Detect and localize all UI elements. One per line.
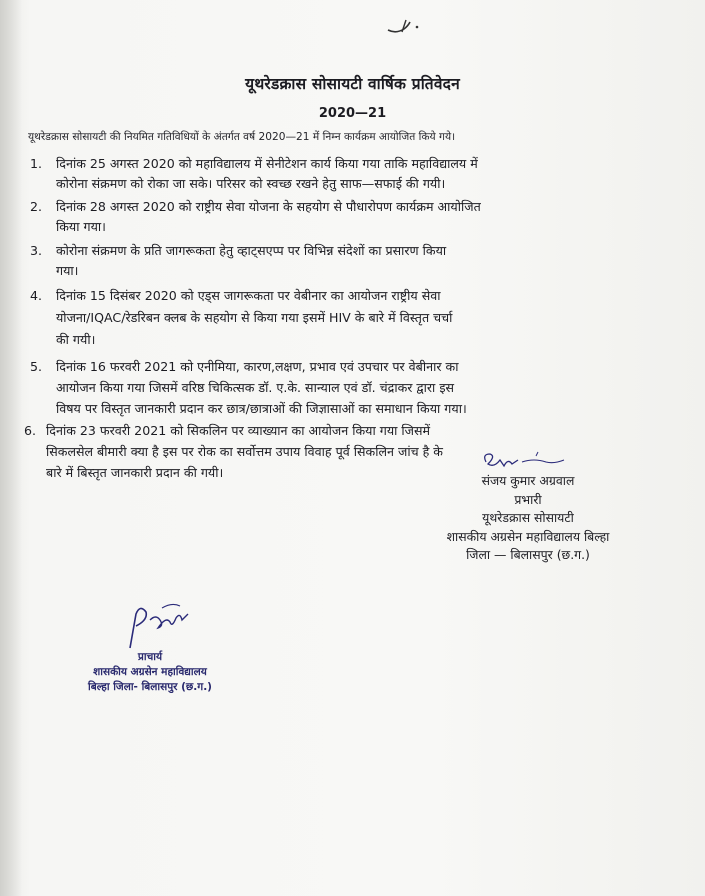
item-line: दिनांक 25 अगस्त 2020 को महाविद्यालय में सेनीटेशन कार्य किया गया ताकि महाविद्यालय में (56, 156, 478, 171)
principal-stamp (60, 650, 240, 695)
item-number: 4. (30, 288, 43, 303)
item-number: 5. (30, 359, 43, 374)
signatory-designation: प्रभारी (514, 491, 542, 507)
list-item (30, 241, 680, 281)
page-title: यूथरेडक्रास सोसायटी वार्षिक प्रतिवेदन (245, 75, 460, 93)
item-line: आयोजन किया गया जिसमें वरिष्ठ चिकित्सक डॉ. ए.के. सान्याल एवं डॉ. चंद्राकर द्वारा इस (56, 380, 455, 395)
signatory-district: जिला — बिलासपुर (छ.ग.) (466, 547, 590, 562)
item-line: किया गया। (56, 219, 106, 234)
list-item (30, 356, 680, 419)
item-number: 3. (30, 243, 43, 258)
signatory-unit: यूथरेडक्रास सोसायटी (482, 510, 574, 525)
activity-list (24, 154, 680, 483)
item-line: सिकलसेल बीमारी क्या है इस पर रोक का सर्वोत्तम उपाय विवाह पूर्व सिकलिन जांच है के (46, 444, 443, 459)
item-line: बारे में बिस्तृत जानकारी प्रदान की गयी। (46, 465, 224, 480)
item-line: कोरोना संक्रमण के प्रति जागरूकता हेतु व्हाट्सएप्प पर विभिन्न संदेशों का प्रसारण किया (56, 243, 447, 258)
item-line: दिनांक 15 दिसंबर 2020 को एड्स जागरूकता पर वेबीनार का आयोजन राष्ट्रीय सेवा (56, 288, 441, 303)
item-line: की गयी। (56, 332, 96, 347)
item-line: दिनांक 23 फरवरी 2021 को सिकलिन पर व्याख्यान का आयोजन किया गया जिसमें (46, 423, 431, 438)
intro-text: यूथरेडक्रास सोसायटी की नियमित गतिविधियों के अंतर्गत वर्ष 2020—21 में निम्न कार्यक्रम आयोजित किये गये। (28, 131, 456, 143)
signatory-block (388, 472, 668, 565)
item-line: कोरोना संक्रमण को रोका जा सके। परिसर को स्वच्छ रखने हेतु साफ—सफाई की गयी। (56, 176, 446, 191)
page-edge-shadow (0, 0, 22, 896)
principal-college: शासकीय अग्रसेन महाविद्यालय (93, 666, 207, 678)
item-number: 1. (30, 156, 43, 171)
report-year: 2020—21 (318, 106, 387, 121)
item-line: योजना/IQAC/रेडरिबन क्लब के सहयोग से किया गया इसमें HIV के बारे में विस्तृत चर्चा (56, 310, 453, 325)
item-line: दिनांक 28 अगस्त 2020 को राष्ट्रीय सेवा योजना के सहयोग से पौधारोपण कार्यक्रम आयोजित (56, 199, 481, 214)
signature-icon (478, 448, 568, 474)
principal-designation: प्राचार्य (137, 651, 163, 663)
item-number: 2. (30, 199, 43, 214)
item-line: दिनांक 16 फरवरी 2021 को एनीमिया, कारण,लक्षण, प्रभाव एवं उपचार पर वेबीनार का (56, 359, 459, 374)
item-line: गया। (56, 263, 79, 278)
principal-place: बिल्हा जिला- बिलासपुर (छ.ग.) (88, 681, 212, 693)
list-item (30, 285, 680, 351)
signatory-name: संजय कुमार अग्रवाल (481, 473, 575, 488)
principal-signature-icon (120, 598, 192, 654)
item-line: विषय पर विस्तृत जानकारी प्रदान कर छात्र/छात्राओं की जिज्ञासाओं का समाधान किया गया। (56, 401, 467, 416)
list-item (30, 154, 680, 194)
top-pen-mark-icon (382, 12, 422, 38)
item-number: 6. (24, 423, 37, 438)
list-item (30, 197, 680, 237)
signatory-college: शासकीय अग्रसेन महाविद्यालय बिल्हा (446, 528, 610, 544)
